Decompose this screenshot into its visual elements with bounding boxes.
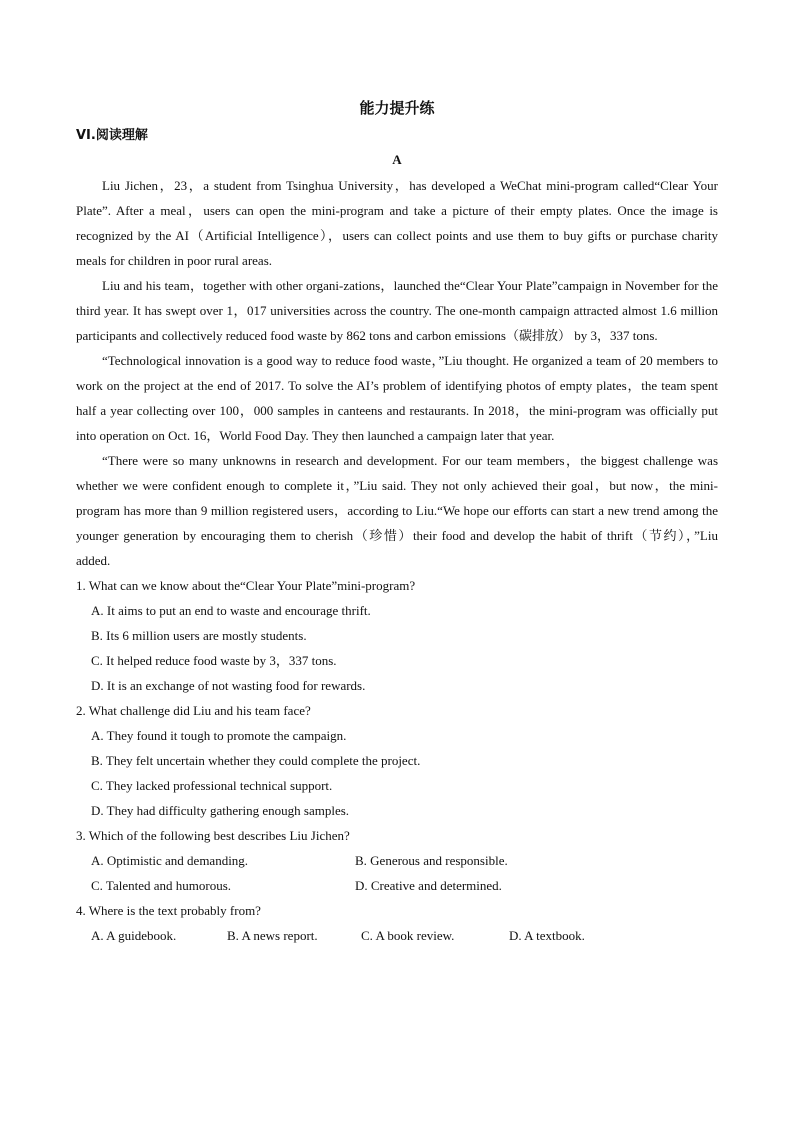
option-d: D. They had difficulty gathering enough samples. <box>91 803 350 818</box>
option-d: D. A textbook. <box>509 928 585 943</box>
option-b: B. Its 6 million users are mostly students. <box>91 628 307 643</box>
option-row <box>76 848 718 873</box>
option-b: B. Generous and responsible. <box>355 853 508 868</box>
passage-paragraph-2: Liu and his team，together with other organi-zations，launched the“Clear Your Plate”campaign in November for the third year. It has swept over 1，017 universities across the country. The one-month campaign attracted almost 1.6 million participants and collectively reduced food waste by 862 tons and carbon emissions（碳排放） by 3，337 tons. <box>76 278 718 343</box>
option-row <box>76 923 718 948</box>
option-a: A. A guidebook. <box>91 928 177 943</box>
option-d: D. Creative and determined. <box>355 878 502 893</box>
question-stem: 2. What challenge did Liu and his team face? <box>76 703 311 718</box>
option-c: C. A book review. <box>361 928 455 943</box>
section-heading: VI.阅读理解 <box>76 128 148 143</box>
option-b: B. A news report. <box>227 928 318 943</box>
option-a: A. Optimistic and demanding. <box>91 853 249 868</box>
question-stem: 3. Which of the following best describes Liu Jichen? <box>76 828 350 843</box>
passage-label: A <box>392 152 402 167</box>
question-4 <box>76 898 718 948</box>
passage-paragraph-4: “There were so many unknowns in research and development. For our team members，the biggest challenge was whether we were confident enough to complete it，”Liu said. They not only achieved their goal，but now，the mini-program has more than 9 million registered users，according to Liu.“We hope our efforts can start a new trend among the younger generation by encouraging them to cherish（珍惜）their food and develop the habit of thrift（节约），”Liu added. <box>76 453 718 568</box>
option-a: A. It aims to put an end to waste and encourage thrift. <box>91 603 371 618</box>
passage-paragraph-1: Liu Jichen，23，a student from Tsinghua University，has developed a WeChat mini-program called“Clear Your Plate”. After a meal，users can open the mini-program and take a picture of their empty plates. Once the image is recognized by the AI（Artificial Intelligence），users can collect points and use them to buy gifts or purchase charity meals for children in poor rural areas. <box>76 178 718 268</box>
worksheet-page <box>76 96 718 948</box>
question-1 <box>76 573 718 698</box>
option-a: A. They found it tough to promote the campaign. <box>91 728 347 743</box>
question-stem: 4. Where is the text probably from? <box>76 903 261 918</box>
option-c: C. They lacked professional technical support. <box>91 778 333 793</box>
page-title: 能力提升练 <box>359 99 435 117</box>
option-d: D. It is an exchange of not wasting food for rewards. <box>91 678 366 693</box>
passage-paragraph-3: “Technological innovation is a good way to reduce food waste，”Liu thought. He organized a team of 20 members to work on the project at the end of 2017. To solve the AI’s problem of identifying photos of empty plates，the team spent half a year collecting over 100，000 samples in canteens and restaurants. In 2018，the mini-program was officially put into operation on Oct. 16，World Food Day. They then launched a campaign later that year. <box>76 353 718 443</box>
option-b: B. They felt uncertain whether they could complete the project. <box>91 753 421 768</box>
option-c: C. Talented and humorous. <box>91 878 232 893</box>
option-c: C. It helped reduce food waste by 3，337 tons. <box>91 653 337 668</box>
question-2 <box>76 698 718 823</box>
question-stem: 1. What can we know about the“Clear Your Plate”mini-program? <box>76 578 416 593</box>
question-3 <box>76 823 718 898</box>
option-row <box>76 873 718 898</box>
